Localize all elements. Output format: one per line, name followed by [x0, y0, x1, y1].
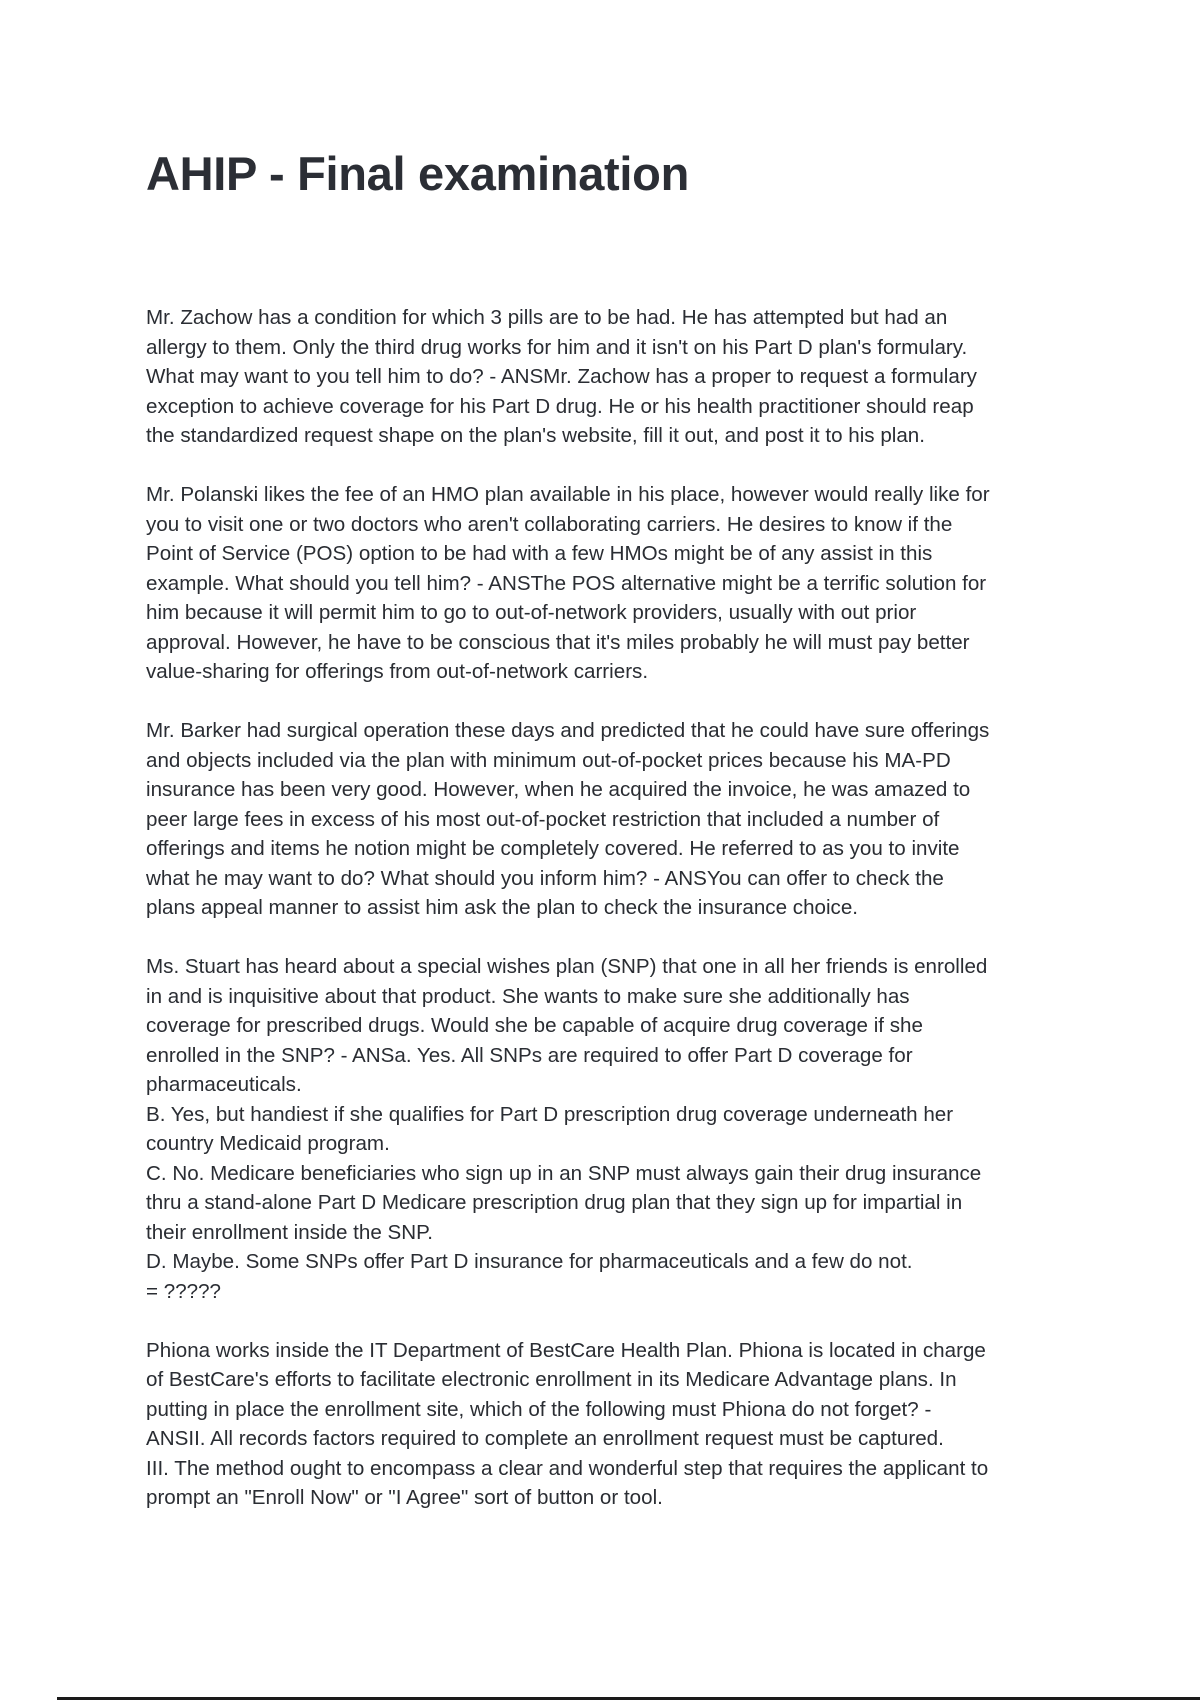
question-text — [146, 716, 1066, 923]
text-line: the standardized request shape on the plan's website, fill it out, and post it to his plan. — [146, 424, 925, 447]
question-block — [146, 1336, 1066, 1513]
question-block — [146, 480, 1066, 687]
text-line: What may want to you tell him to do? - ANSMr. Zachow has a proper to request a formulary — [146, 365, 977, 388]
text-line: allergy to them. Only the third drug works for him and it isn't on his Part D plan's formulary. — [146, 335, 968, 359]
text-line: Point of Service (POS) option to be had with a few HMOs might be of any assist in this — [146, 542, 933, 565]
questions-list — [146, 303, 1066, 1542]
question-text — [146, 952, 1066, 1306]
text-line: Mr. Zachow has a condition for which 3 pills are to be had. He has attempted but had an — [146, 306, 948, 329]
text-line: III. The method ought to encompass a clear and wonderful step that requires the applicant to — [146, 1456, 989, 1480]
text-line: offerings and items he notion might be completely covered. He referred to as you to invite — [146, 837, 960, 860]
text-line: you to visit one or two doctors who aren't collaborating carriers. He desires to know if the — [146, 512, 953, 536]
text-line: coverage for prescribed drugs. Would she be capable of acquire drug coverage if she — [146, 1014, 923, 1037]
text-line: and objects included via the plan with minimum out-of-pocket prices because his MA-PD — [146, 748, 951, 772]
text-line: C. No. Medicare beneficiaries who sign up in an SNP must always gain their drug insurance — [146, 1161, 982, 1185]
text-line: B. Yes, but handiest if she qualifies for Part D prescription drug coverage underneath her — [146, 1102, 954, 1126]
text-line: country Medicaid program. — [146, 1132, 390, 1155]
text-line: of BestCare's efforts to facilitate electronic enrollment in its Medicare Advantage plans. In — [146, 1368, 957, 1391]
text-line: in and is inquisitive about that product. She wants to make sure she additionally has — [146, 984, 910, 1008]
question-block — [146, 952, 1066, 1306]
text-line: Mr. Polanski likes the fee of an HMO plan available in his place, however would really like for — [146, 483, 990, 506]
question-text — [146, 1336, 1066, 1513]
question-block — [146, 303, 1066, 451]
text-line: their enrollment inside the SNP. — [146, 1220, 433, 1244]
question-block — [146, 716, 1066, 923]
text-line: what he may want to do? What should you inform him? - ANSYou can offer to check the — [146, 866, 944, 890]
text-line: approval. However, he have to be conscious that it's miles probably he will must pay better — [146, 630, 970, 654]
text-line: thru a stand-alone Part D Medicare prescription drug plan that they sign up for impartial in — [146, 1191, 963, 1214]
text-line: ANSII. All records factors required to complete an enrollment request must be captured. — [146, 1427, 944, 1450]
text-line: exception to achieve coverage for his Part D drug. He or his health practitioner should reap — [146, 394, 974, 418]
text-line: D. Maybe. Some SNPs offer Part D insurance for pharmaceuticals and a few do not. — [146, 1250, 913, 1273]
text-line: putting in place the enrollment site, which of the following must Phiona do not forget? - — [146, 1397, 932, 1421]
text-line: Phiona works inside the IT Department of BestCare Health Plan. Phiona is located in charge — [146, 1338, 986, 1362]
text-line: peer large fees in excess of his most out-of-pocket restriction that included a number of — [146, 807, 940, 831]
question-text — [146, 303, 1066, 451]
text-line: = ????? — [146, 1279, 222, 1303]
text-line: Mr. Barker had surgical operation these days and predicted that he could have sure offerings — [146, 719, 990, 742]
text-line: plans appeal manner to assist him ask the plan to check the insurance choice. — [146, 896, 859, 919]
text-line: insurance has been very good. However, when he acquired the invoice, he was amazed to — [146, 778, 971, 801]
document-title: AHIP - Final examination — [146, 147, 689, 200]
question-text — [146, 480, 1066, 687]
text-line: pharmaceuticals. — [146, 1073, 302, 1096]
text-line: example. What should you tell him? - ANSThe POS alternative might be a terrific solution for — [146, 571, 987, 595]
text-line: enrolled in the SNP? - ANSa. Yes. All SNPs are required to offer Part D coverage for — [146, 1043, 913, 1067]
text-line: prompt an "Enroll Now" or "I Agree" sort of button or tool. — [146, 1486, 663, 1509]
text-line: Ms. Stuart has heard about a special wishes plan (SNP) that one in all her friends is enrolled — [146, 955, 988, 978]
text-line: value-sharing for offerings from out-of-network carriers. — [146, 660, 649, 683]
text-line: him because it will permit him to go to out-of-network providers, usually with out prior — [146, 601, 917, 624]
